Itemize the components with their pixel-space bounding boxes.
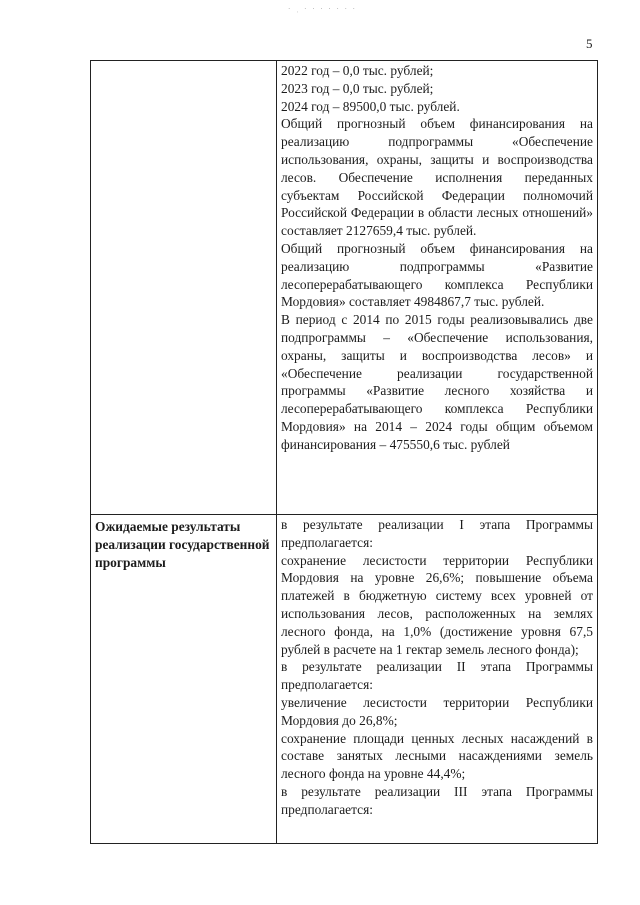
row-label-cell xyxy=(91,61,277,515)
row-label xyxy=(95,62,272,64)
paragraph: 2022 год – 0,0 тыс. рублей; xyxy=(281,63,434,78)
program-passport-table xyxy=(90,60,598,844)
paragraph: сохранение лесистости территории Республики Мордовия на уровне 26,6%; повышение объема платежей в бюджетную систему всех уровней от использования лесов, расположенных на землях лесного фонда, на 1,0% (достижение уровня 67,5 рублей в расчете на 1 гектар земель лесного фонда); xyxy=(281,552,593,657)
row-content-cell xyxy=(277,515,598,844)
paragraph: В период с 2014 по 2015 годы реализовывались две подпрограммы – «Обеспечение использования, охраны, защиты и воспроизводства лесов» и «Обеспечение реализации государственной программы «Развитие лесного хозяйства и лесоперерабатывающего комплекса Республики Мордовия» на 2014 – 2024 годы общим объемом финансирования – 475550,6 тыс. рублей xyxy=(281,312,593,452)
paragraph: в результате реализации II этапа Программы предполагается: xyxy=(281,659,593,693)
row-label: Ожидаемые результаты реализации государственной программы xyxy=(95,519,270,570)
row-label-cell xyxy=(91,515,277,844)
page-number: 5 xyxy=(586,36,593,51)
paragraph: увеличение лесистости территории Республики Мордовия до 26,8%; xyxy=(281,694,593,728)
table-row xyxy=(91,61,598,515)
paragraph: в результате реализации I этапа Программы предполагается: xyxy=(281,517,593,550)
row-content-cell xyxy=(277,61,598,515)
paragraph: 2023 год – 0,0 тыс. рублей; xyxy=(281,80,434,96)
paragraph: Общий прогнозный объем финансирования на реализацию подпрограммы «Обеспечение использования, охраны, защиты и воспроизводства лесов. Обеспечение исполнения переданных субъектам Российской Федерации полномочий Российской Федерации в области лесных отношений» составляет 2127659,4 тыс. рублей. xyxy=(281,116,593,239)
paragraph: Общий прогнозный объем финансирования на реализацию подпрограммы «Развитие лесоперерабатывающего комплекса Республики Мордовия» составляет 4984867,7 тыс. рублей. xyxy=(281,240,593,310)
table-row xyxy=(91,515,598,844)
paragraph: в результате реализации III этапа Программы предполагается: xyxy=(281,783,593,817)
scan-artifact: · ˌ · · · · · · · xyxy=(288,5,357,13)
paragraph: сохранение площади ценных лесных насаждений в составе занятых лесными насаждениями земель лесного фонда на уровне 44,4%; xyxy=(281,730,593,782)
paragraph: 2024 год – 89500,0 тыс. рублей. xyxy=(281,98,460,114)
